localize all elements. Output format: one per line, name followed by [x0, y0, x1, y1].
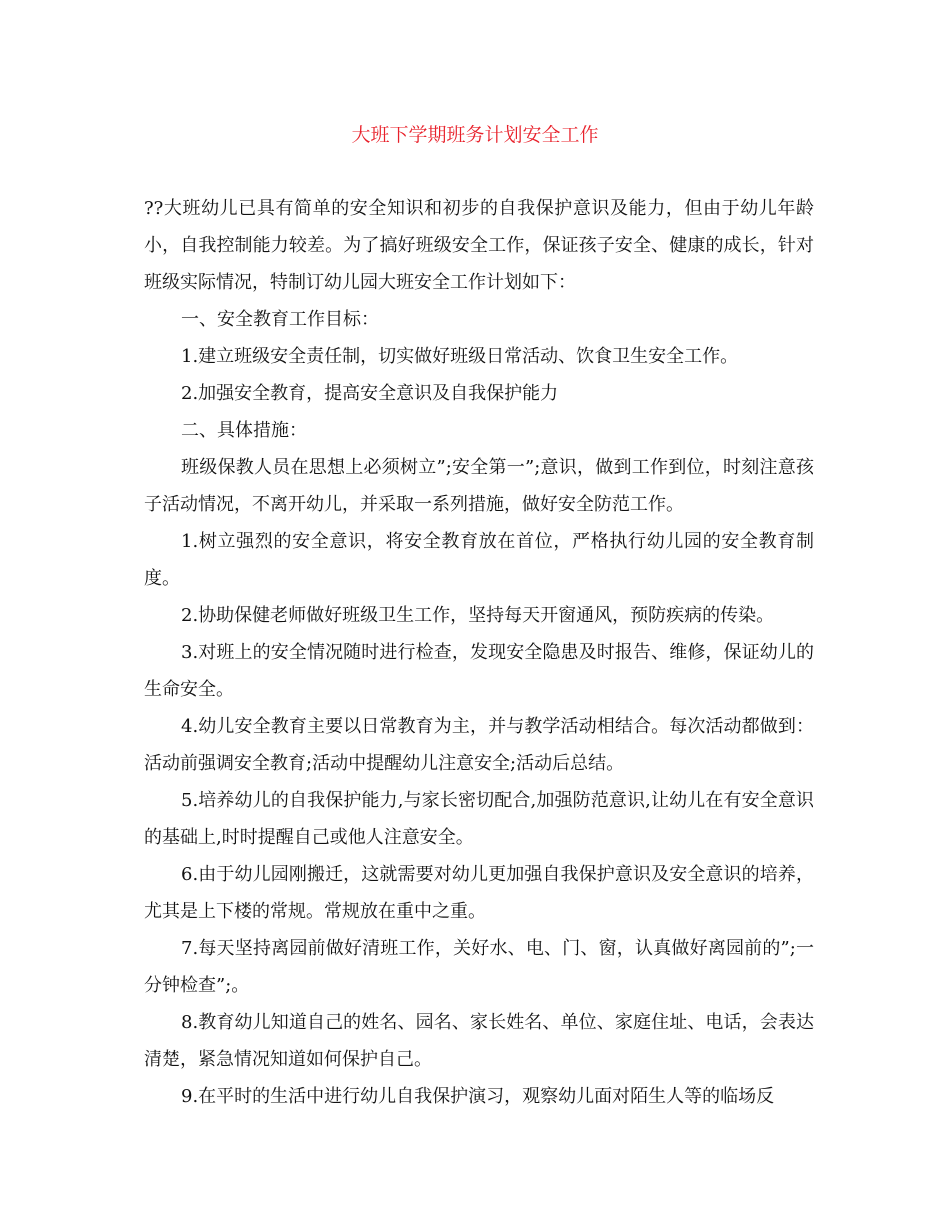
measure-item-4: 4.幼儿安全教育主要以日常教育为主，并与教学活动相结合。每次活动都做到：活动前强调安全教育;活动中提醒幼儿注意安全;活动后总结。 — [144, 716, 814, 774]
goal-item-1: 1.建立班级安全责任制，切实做好班级日常活动、饮食卫生安全工作。 — [181, 346, 739, 367]
heading-measures: 二、具体措施： — [181, 420, 307, 441]
measure-item-1: 1.树立强烈的安全意识，将安全教育放在首位，严格执行幼儿园的安全教育制度。 — [144, 531, 814, 589]
measure-item-2: 2.协助保健老师做好班级卫生工作，坚持每天开窗通风，预防疾病的传染。 — [181, 605, 775, 626]
goal-item-2: 2.加强安全教育，提高安全意识及自我保护能力 — [181, 383, 559, 404]
heading-goals: 一、安全教育工作目标： — [181, 309, 379, 330]
measure-item-5: 5.培养幼儿的自我保护能力,与家长密切配合,加强防范意识,让幼儿在有安全意识的基础上,时时提醒自己或他人注意安全。 — [144, 790, 814, 848]
measure-item-7: 7.每天坚持离园前做好清班工作，关好水、电、门、窗，认真做好离园前的”;一分钟检查”;。 — [144, 938, 814, 996]
measure-item-3: 3.对班上的安全情况随时进行检查，发现安全隐患及时报告、维修，保证幼儿的生命安全。 — [144, 642, 814, 700]
measure-item-6: 6.由于幼儿园刚搬迁，这就需要对幼儿更加强自我保护意识及安全意识的培养，尤其是上下楼的常规。常规放在重中之重。 — [144, 864, 814, 922]
measure-item-8: 8.教育幼儿知道自己的姓名、园名、家长姓名、单位、家庭住址、电话，会表达清楚，紧急情况知道如何保护自己。 — [144, 1012, 814, 1070]
paragraph-measures-intro: 班级保教人员在思想上必须树立”;安全第一”;意识，做到工作到位，时刻注意孩子活动情况，不离开幼儿，并采取一系列措施，做好安全防范工作。 — [144, 457, 814, 515]
document-body — [144, 190, 814, 1115]
measure-item-9: 9.在平时的生活中进行幼儿自我保护演习，观察幼儿面对陌生人等的临场反 — [181, 1086, 775, 1107]
document-title: 大班下学期班务计划安全工作 — [351, 124, 599, 146]
paragraph-intro: ??大班幼儿已具有简单的安全知识和初步的自我保护意识及能力，但由于幼儿年龄小，自我控制能力较差。为了搞好班级安全工作，保证孩子安全、健康的成长，针对班级实际情况，特制订幼儿园大班安全工作计划如下： — [144, 198, 814, 293]
